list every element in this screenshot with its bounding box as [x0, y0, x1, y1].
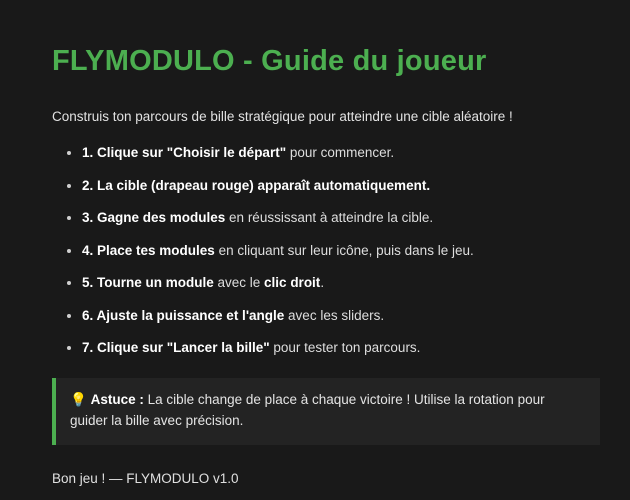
list-item	[82, 338, 600, 358]
list-item	[82, 306, 600, 326]
step-lead: 2. La cible (drapeau rouge) apparaît automatiquement.	[82, 177, 431, 193]
step-rest: avec les sliders.	[284, 307, 385, 323]
step-lead: 3. Gagne des modules	[82, 210, 226, 226]
tip-label: Astuce :	[90, 391, 144, 407]
footer-text: Bon jeu ! — FLYMODULO v1.0	[52, 470, 239, 486]
step-lead: 6. Ajuste la puissance et l'angle	[82, 307, 285, 323]
list-item	[82, 241, 600, 261]
lightbulb-icon: 💡	[70, 391, 87, 407]
step-rest: avec le	[213, 275, 265, 291]
tip-callout	[52, 378, 600, 445]
step-rest: en réussissant à atteindre la cible.	[225, 210, 434, 226]
step-lead: 1. Clique sur "Choisir le départ"	[82, 145, 287, 161]
step-lead: 4. Place tes modules	[82, 242, 215, 258]
tip-text: La cible change de place à chaque victoire ! Utilise la rotation pour guider la bille avec précision.	[70, 391, 545, 428]
step-lead: 5. Tourne un module	[82, 275, 214, 291]
step-rest: pour tester ton parcours.	[269, 340, 421, 356]
list-item	[82, 143, 600, 163]
step-tail: .	[320, 275, 325, 291]
page-title: FLYMODULO - Guide du joueur	[52, 45, 487, 77]
step-lead: 7. Clique sur "Lancer la bille"	[82, 340, 270, 356]
list-item	[82, 176, 600, 196]
list-item	[82, 208, 600, 228]
step-rest: pour commencer.	[286, 145, 395, 161]
list-item	[82, 273, 600, 293]
steps-list	[52, 143, 600, 358]
step-strong: clic droit	[264, 275, 321, 291]
intro-text: Construis ton parcours de bille stratégique pour atteindre une cible aléatoire !	[52, 108, 513, 124]
step-rest: en cliquant sur leur icône, puis dans le jeu.	[214, 242, 474, 258]
